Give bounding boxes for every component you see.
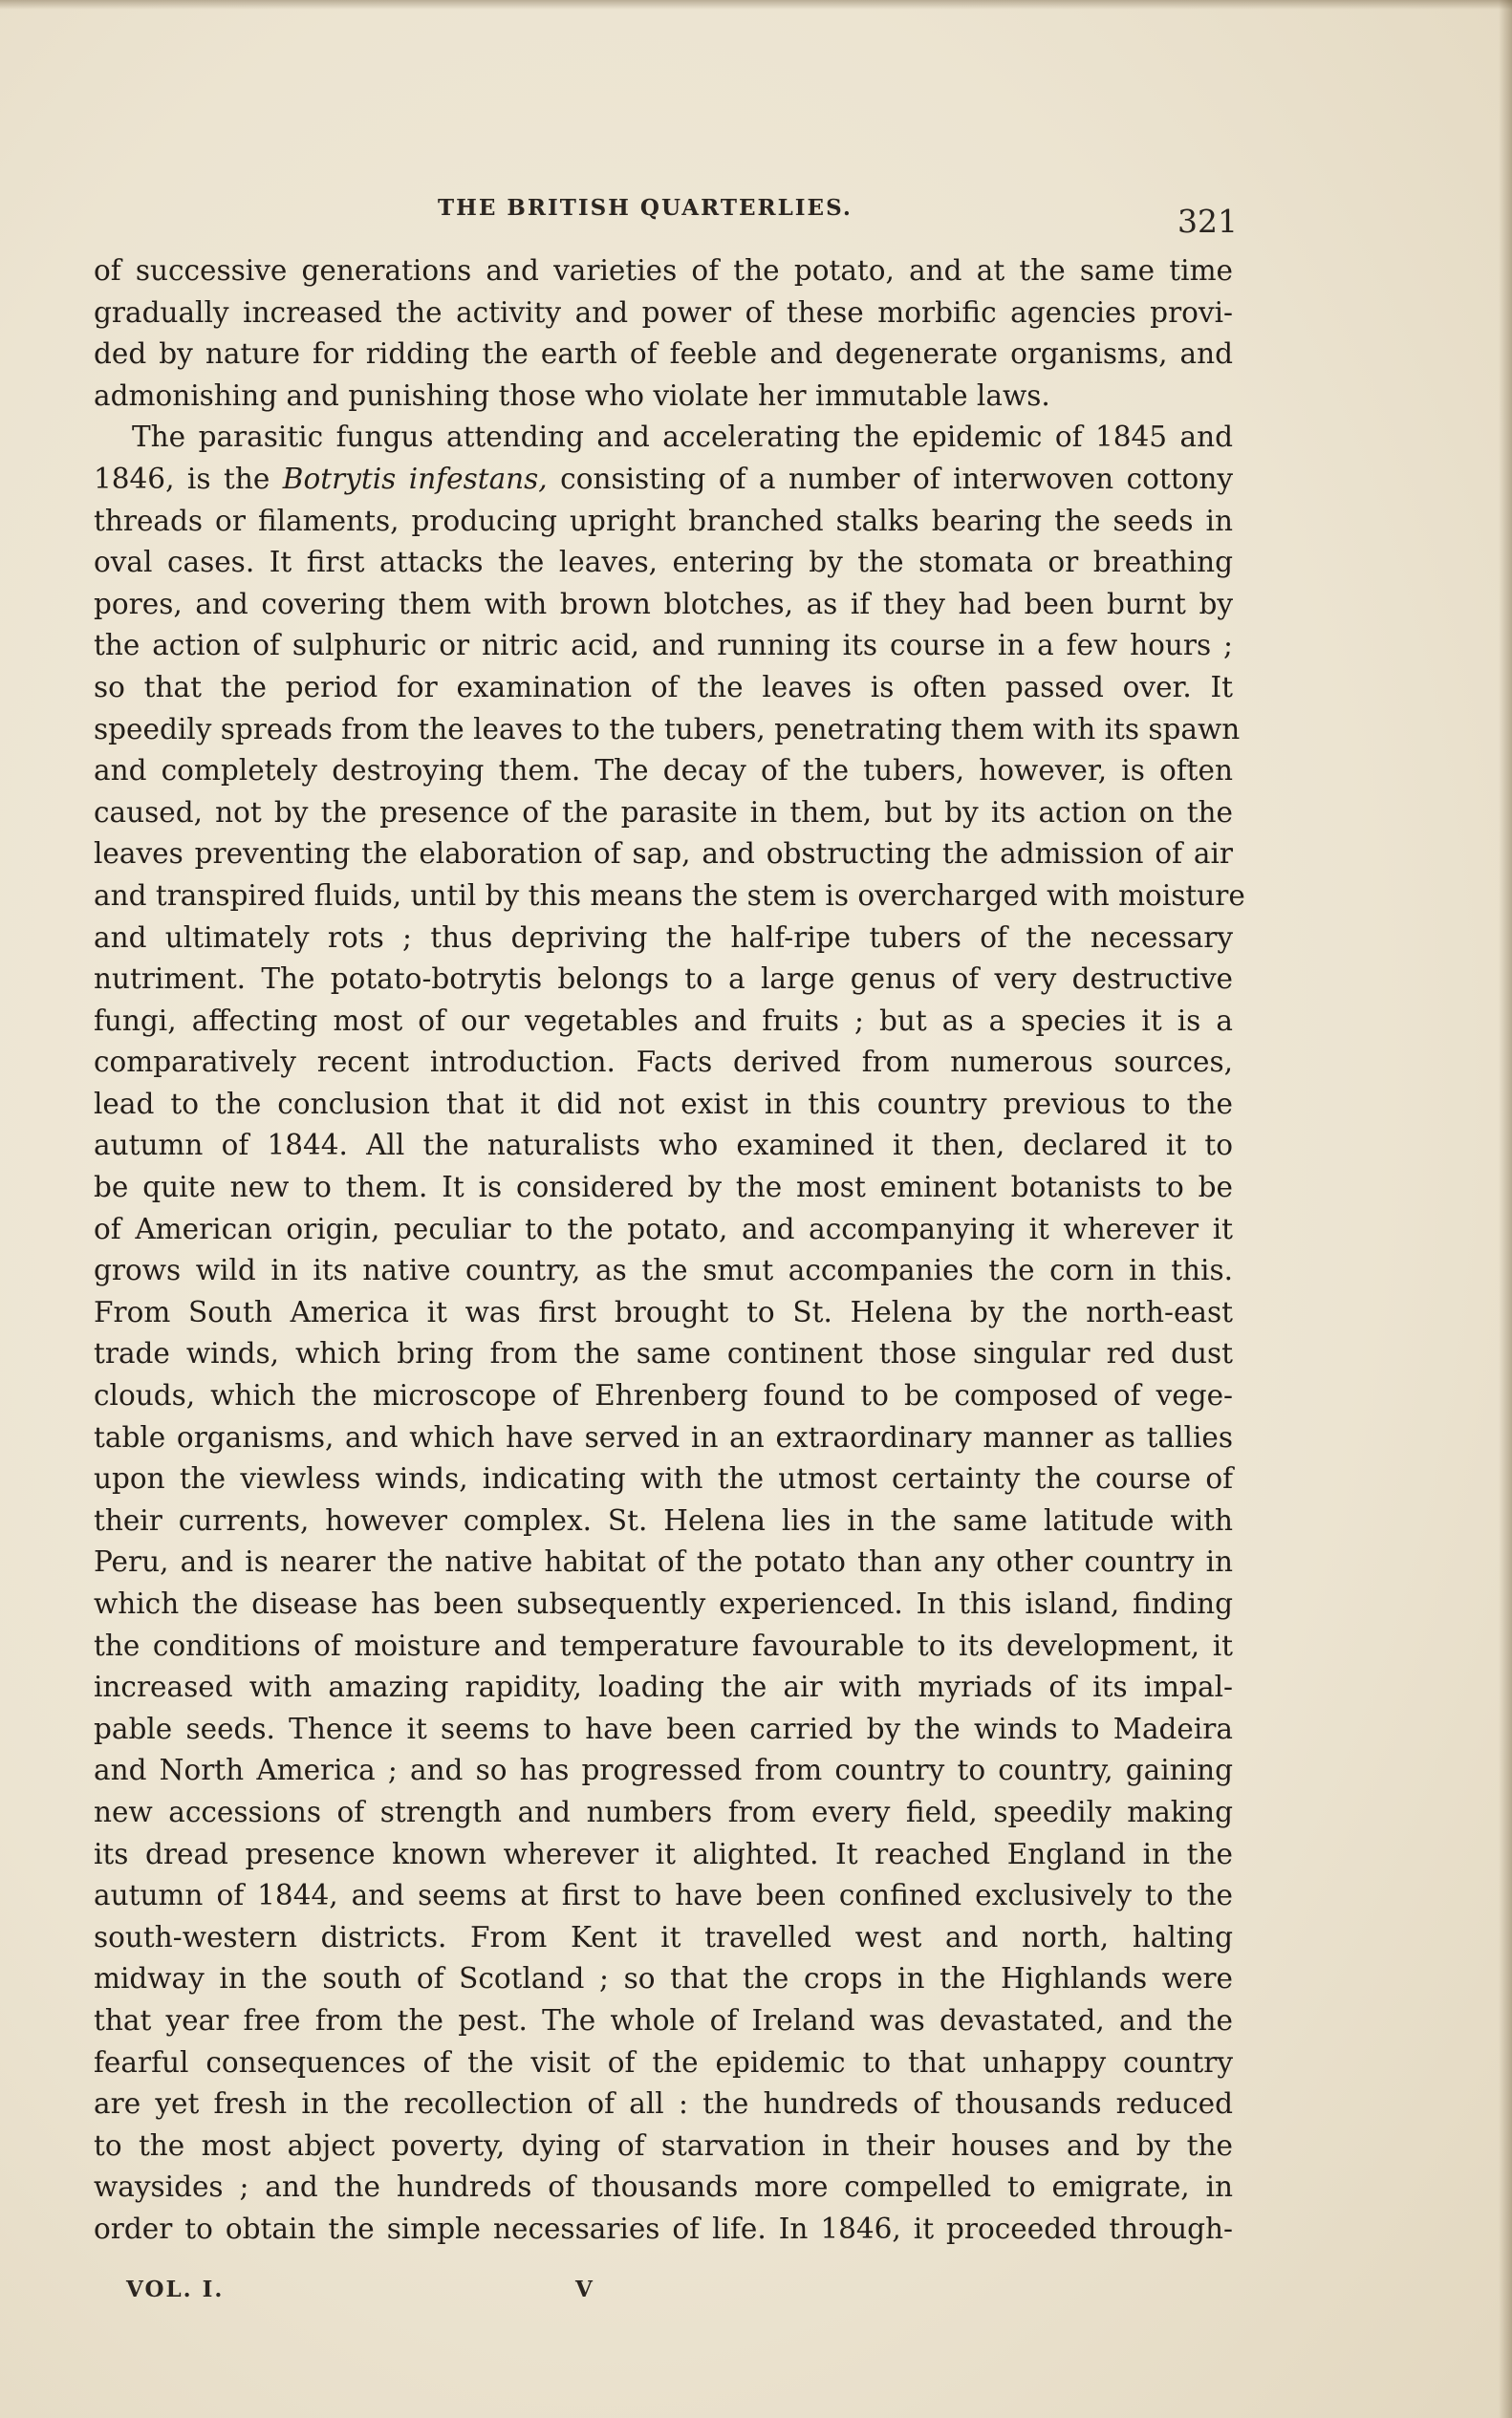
text-line: that year free from the pest. The whole of Ireland was devastated, and the [94,2003,1233,2037]
text-line: threads or filaments, producing upright branched stalks bearing the seeds in [94,504,1233,537]
text-line: order to obtain the simple necessaries of life. In 1846, it proceeded through- [94,2212,1233,2245]
text-line: of successive generations and varieties of the potato, and at the same time [94,254,1233,287]
text-line: south-western districts. From Kent it travelled west and north, halting [94,1920,1233,1954]
text-line: so that the period for examination of the leaves is often passed over. It [94,670,1233,703]
text-line: lead to the conclusion that it did not exist in this country previous to the [94,1087,1233,1120]
text-line: Peru, and is nearer the native habitat of the potato than any other country in [94,1545,1233,1579]
text-line: to the most abject poverty, dying of starvation in their houses and by the [94,2128,1233,2162]
text-line: its dread presence known wherever it alighted. It reached England in the [94,1837,1233,1870]
text-line: gradually increased the activity and power of these morbific agencies provi- [94,295,1233,329]
text-line: increased with amazing rapidity, loading the air with myriads of its impal- [94,1671,1233,1704]
text-line: the conditions of moisture and temperature favourable to its development, it [94,1629,1233,1662]
text-line: leaves preventing the elaboration of sap, and obstructing the admission of air [94,837,1233,871]
text-line: table organisms, and which have served in an extraordinary manner as tallies [94,1420,1233,1454]
text-line: speedily spreads from the leaves to the tubers, penetrating them with its spawn [94,712,1241,745]
page-edge-shadow-top [0,0,1512,10]
text-run: 1846, is the [94,462,270,495]
text-line: and ultimately rots ; thus depriving the half-ripe tubers of the necessary [94,920,1233,954]
text-line: From South America it was first brought to St. Helena by the north-east [94,1295,1233,1328]
text-line: new accessions of strength and numbers from every field, speedily making [94,1795,1233,1828]
species-name-italic: Botrytis infestans, [282,462,548,495]
text-line: caused, not by the presence of the parasite in them, but by its action on the [94,795,1233,829]
text-line: and North America ; and so has progressed from country to country, gaining [94,1754,1233,1787]
text-line: the action of sulphuric or nitric acid, and running its course in a few hours ; [94,629,1233,662]
page-edge-shadow-right [1499,0,1512,2418]
text-line: nutriment. The potato-botrytis belongs to a large genus of very destructive [94,962,1233,996]
text-line: autumn of 1844. All the naturalists who examined it then, declared it to [94,1129,1233,1162]
text-line: admonishing and punishing those who violate her immutable laws. [94,378,1050,412]
text-line: autumn of 1844, and seems at first to have been confined exclusively to the [94,1879,1233,1912]
text-run: consisting of a number of interwoven cottony [560,462,1233,495]
text-line: midway in the south of Scotland ; so that the crops in the Highlands were [94,1962,1233,1996]
running-head: THE BRITISH QUARTERLIES. [438,195,853,221]
text-line: comparatively recent introduction. Facts derived from numerous sources, [94,1046,1233,1079]
text-line: waysides ; and the hundreds of thousands more compelled to emigrate, in [94,2170,1233,2204]
text-line: trade winds, which bring from the same continent those singular red dust [94,1337,1233,1371]
text-line: pores, and covering them with brown blotches, as if they had been burnt by [94,587,1233,620]
text-line: upon the viewless winds, indicating with the utmost certainty the course of [94,1462,1233,1496]
text-line: fungi, affecting most of our vegetables and fruits ; but as a species it is a [94,1004,1233,1037]
page-number: 321 [1177,203,1238,240]
text-line: The parasitic fungus attending and accelerating the epidemic of 1845 and [132,421,1233,454]
text-line: ded by nature for ridding the earth of feeble and degenerate organisms, and [94,337,1233,371]
text-line: their currents, however complex. St. Helena lies in the same latitude with [94,1503,1233,1537]
text-line: pable seeds. Thence it seems to have been carried by the winds to Madeira [94,1712,1233,1745]
volume-footer: VOL. I. [126,2277,225,2302]
text-line: which the disease has been subsequently experienced. In this island, finding [94,1587,1233,1620]
text-line: be quite new to them. It is considered by the most eminent botanists to be [94,1171,1233,1204]
text-line: of American origin, peculiar to the potato, and accompanying it wherever it [94,1212,1233,1245]
text-line: fearful consequences of the visit of the epidemic to that unhappy country [94,2045,1233,2079]
text-line: and completely destroying them. The decay of the tubers, however, is often [94,754,1233,788]
text-line: oval cases. It first attacks the leaves, entering by the stomata or breathing [94,546,1233,579]
text-line: clouds, which the microscope of Ehrenberg found to be composed of vege- [94,1379,1233,1413]
body-text [94,250,1245,2251]
signature-mark: V [575,2277,593,2302]
text-line: grows wild in its native country, as the smut accompanies the corn in this. [94,1254,1233,1287]
text-line: are yet fresh in the recollection of all : the hundreds of thousands reduced [94,2087,1233,2121]
text-line: and transpired fluids, until by this means the stem is overcharged with moisture [94,878,1245,912]
text-line-with-italic [94,459,1233,501]
